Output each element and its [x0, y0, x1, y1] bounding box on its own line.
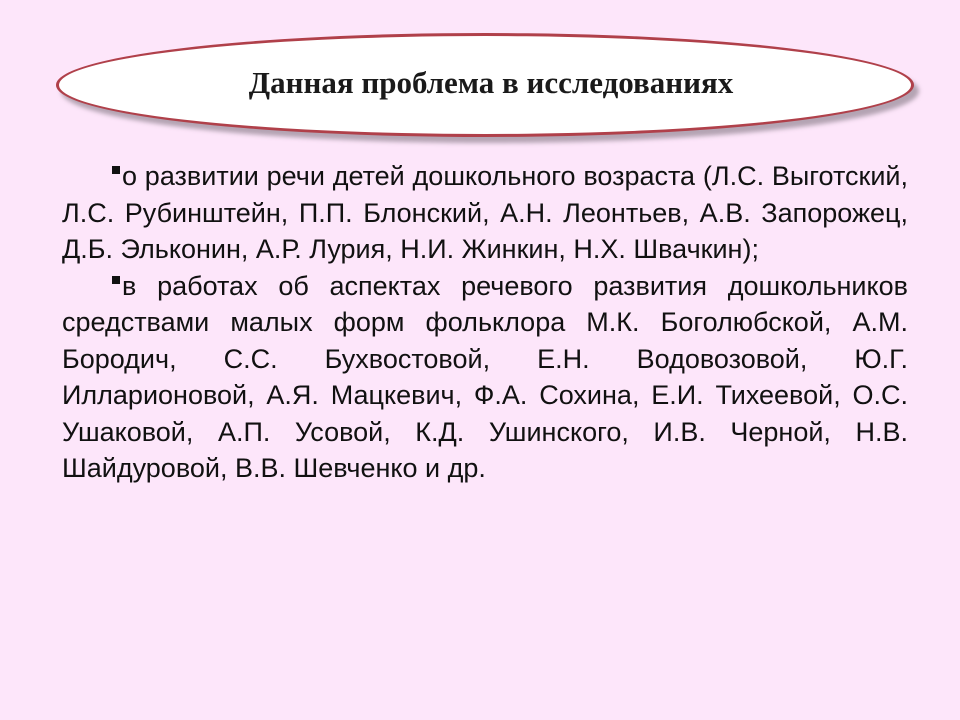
- list-item-text: о развитии речи детей дошкольного возраста (Л.С. Выготский, Л.С. Рубинштейн, П.П. Блонский, А.Н. Леонтьев, А.В. Запорожец, Д.Б. Эльконин, А.Р. Лурия, Н.И. Жинкин, Н.Х. Швачкин);: [62, 161, 908, 264]
- list-item: [62, 268, 908, 487]
- list-item: [62, 158, 908, 268]
- list-item-text: в работах об аспектах речевого развития дошкольников средствами малых форм фольклора М.К. Боголюбской, А.М. Бородич, С.С. Бухвостовой, Е.Н. Водовозовой, Ю.Г. Илларионовой, А.Я. Мацкевич, Ф.А. Сохина, Е.И. Тихеевой, О.С. Ушаковой, А.П. Усовой, К.Д. Ушинского, И.В. Черной, Н.В. Шайдуровой, В.В. Шевченко и др.: [62, 270, 908, 483]
- title-banner: [56, 33, 914, 137]
- slide-title: Данная проблема в исследованиях: [248, 65, 734, 100]
- square-bullet-icon: [112, 166, 120, 174]
- bullet-list: [62, 158, 908, 487]
- square-bullet-icon: [112, 276, 120, 284]
